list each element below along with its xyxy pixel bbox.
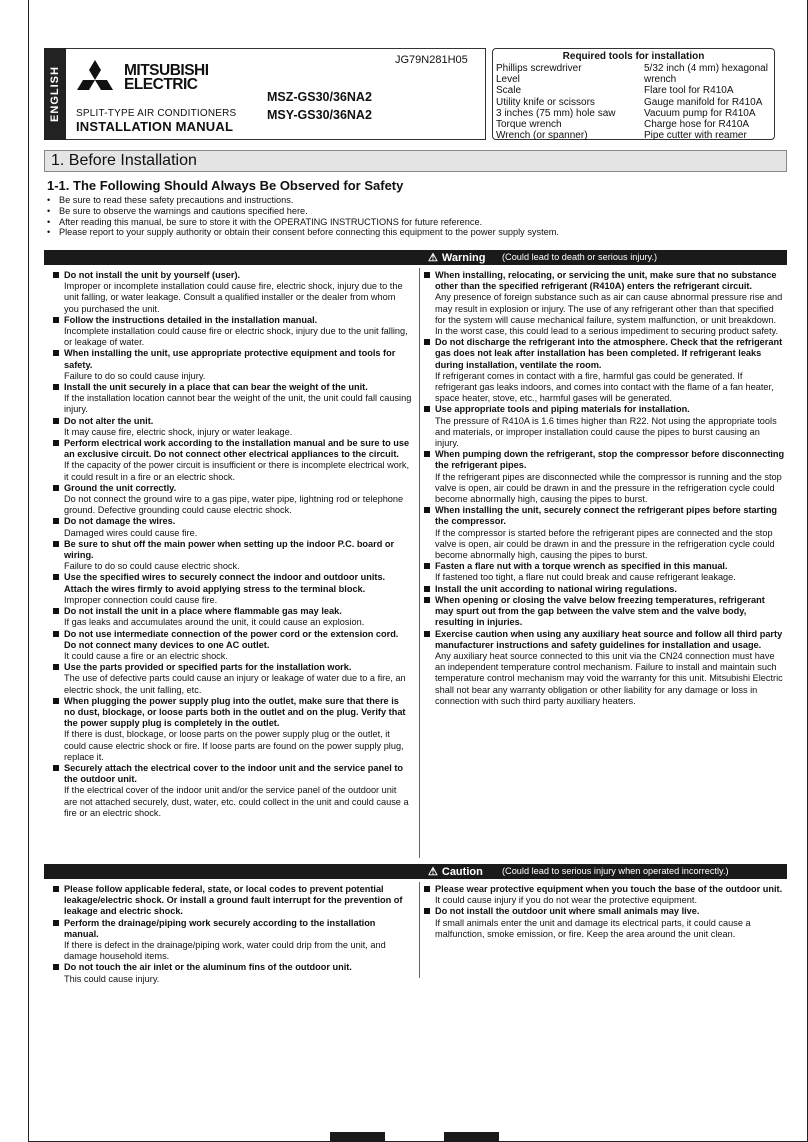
warning-note: (Could lead to death or serious injury.): [502, 252, 658, 262]
safety-item: [52, 315, 412, 349]
safety-item-text: It could cause a fire or an electric shock.: [64, 650, 228, 661]
safety-item-heading: Ground the unit correctly.: [64, 482, 177, 493]
tool-item: Flare tool for R410A: [644, 85, 734, 97]
caution-list-right: [423, 884, 785, 940]
bullet-square-icon: [424, 586, 430, 592]
bullet-square-icon: [53, 664, 59, 670]
safety-item-heading: Use the parts provided or specified parts for the installation work.: [64, 662, 352, 673]
safety-item-text: If the refrigerant pipes are disconnected while the compressor is running and the stop valve is open, air could be drawn in and the pressure in the refrigeration cycle could become abnormally high, causing the pipes to burst.: [435, 471, 782, 505]
safety-item-heading: When installing the unit, securely connect the refrigerant pipes before starting the compressor.: [435, 505, 778, 527]
bullet-square-icon: [53, 574, 59, 580]
safety-item-text: Improper or incomplete installation could cause fire, electric shock, injury due to the unit falling, or water leakage. Consult a qualified installer or the dealer from whom you purchased the unit.: [64, 281, 403, 314]
section-heading-bar: [44, 150, 787, 172]
caution-title: ⚠ Caution: [428, 865, 483, 878]
bullet-square-icon: [53, 964, 59, 970]
safety-item-heading: Do not use intermediate connection of the power cord or the extension cord. Do not connect many devices to one AC outlet.: [64, 628, 399, 650]
bullet-square-icon: [53, 518, 59, 524]
safety-item-heading: Fasten a flare nut with a torque wrench as specified in this manual.: [435, 561, 728, 572]
tool-item: Scale: [496, 85, 522, 97]
safety-item-text: Any presence of foreign substance such as air can cause abnormal pressure rise and may result in explosion or injury. The use of any refrigerant other than that specified for the system will cause mechanical failure, system malfunction, or unit breakdown. In the worst case, this could lead to a serious impediment to securing product safety.: [435, 292, 783, 337]
bullet-square-icon: [53, 485, 59, 491]
bullet-square-icon: [53, 350, 59, 356]
safety-item: [423, 884, 785, 906]
safety-item-text: If there is dust, blockage, or loose parts on the power supply plug or the outlet, it could cause electric shock or fire. If loose parts are found on the power supply plug, replace it.: [64, 729, 404, 762]
warning-list-right: [423, 270, 785, 707]
model-number-2: MSY-GS30/36NA2: [267, 108, 372, 122]
safety-item: [52, 270, 412, 315]
section-title: 1. Before Installation: [51, 152, 197, 169]
safety-item: [423, 404, 785, 449]
safety-item-text: If the installation location cannot bear the weight of the unit, the unit could fall causing injury.: [64, 393, 412, 415]
intro-bullets: [47, 195, 559, 238]
safety-item: [52, 483, 412, 517]
footer-tab-left: [330, 1132, 385, 1142]
bullet-square-icon: [53, 698, 59, 704]
safety-item-heading: Please follow applicable federal, state, or local codes to prevent potential leakage/electric shock. Or install a ground fault interrupt for the prevention of leakage and electric shock.: [64, 884, 403, 917]
safety-item-heading: Install the unit securely in a place that can bear the weight of the unit.: [64, 382, 368, 393]
warning-column-divider: [419, 268, 420, 858]
safety-item-heading: Be sure to shut off the main power when setting up the indoor P.C. board or wiring.: [64, 538, 395, 561]
safety-item: [423, 505, 785, 561]
safety-item: [52, 382, 412, 416]
tool-item: wrench: [644, 74, 677, 86]
safety-item: [52, 516, 412, 538]
safety-item: [52, 696, 412, 763]
safety-item: [52, 662, 412, 696]
manual-title: INSTALLATION MANUAL: [76, 119, 234, 134]
safety-item: [423, 337, 785, 404]
safety-item: [423, 629, 785, 707]
safety-item-heading: Do not install the outdoor unit where small animals may live.: [435, 906, 700, 917]
safety-item: [52, 606, 412, 628]
warning-list-left: [52, 270, 412, 819]
tool-item: Torque wrench: [496, 119, 562, 131]
tool-item: Gauge manifold for R410A: [644, 96, 763, 108]
bullet-square-icon: [53, 317, 59, 323]
tool-item: Utility knife or scissors: [496, 96, 595, 108]
safety-item-heading: When pumping down the refrigerant, stop the compressor before disconnecting the refrigerant pipes.: [435, 449, 785, 471]
tool-item: Level: [496, 74, 520, 86]
safety-item-heading: Exercise caution when using any auxiliary heat source and follow all third party manufacturer instructions and safety guidelines for installation and usage.: [435, 628, 783, 650]
safety-item-heading: When plugging the power supply plug into the outlet, make sure that there is no dust, blockage, or loose parts both in the outlet and on the plug. Verify that the power supply plug is completely in the outlet.: [64, 695, 406, 729]
caution-note: (Could lead to serious injury when operated incorrectly.): [502, 866, 729, 876]
safety-item-text: This could cause injury.: [64, 973, 160, 984]
warning-banner: [44, 250, 787, 265]
tool-item: Charge hose for R410A: [644, 119, 750, 131]
brand-line-2: ELECTRIC: [124, 76, 198, 93]
safety-item-heading: Do not touch the air inlet or the aluminum fins of the outdoor unit.: [64, 962, 352, 973]
intro-bullet: • Be sure to observe the warnings and cautions specified here.: [47, 206, 559, 217]
safety-item: [423, 561, 785, 583]
page-frame-left: [28, 0, 29, 1142]
tools-list-left: [496, 63, 616, 141]
safety-item: [52, 918, 412, 963]
safety-item-heading: Use appropriate tools and piping materials for installation.: [435, 404, 690, 415]
bullet-square-icon: [424, 908, 430, 914]
language-tab: [44, 48, 66, 140]
bullet-square-icon: [424, 406, 430, 412]
tools-title: Required tools for installation: [562, 51, 705, 62]
tool-item: 5/32 inch (4 mm) hexagonal: [644, 63, 768, 74]
safety-item-text: It could cause injury if you do not wear the protective equipment.: [435, 895, 697, 906]
safety-item-heading: When installing, relocating, or servicing the unit, make sure that no substance other than the specified refrigerant (R410A) enters the refrigerant circuit.: [435, 270, 777, 292]
brand-line-1: MITSUBISHI: [124, 62, 209, 79]
safety-item-text: If small animals enter the unit and damage its electrical parts, it could cause a malfunction, smoke emission, or fire. Keep the area around the unit clean.: [435, 917, 751, 939]
safety-item: [423, 270, 785, 337]
safety-item: [52, 438, 412, 483]
intro-bullet: • Please report to your supply authority or obtain their consent before connecting this equipment to the power supply system.: [47, 227, 559, 238]
safety-item: [52, 629, 412, 663]
safety-item-heading: Follow the instructions detailed in the installation manual.: [64, 314, 318, 325]
safety-item-text: If fastened too tight, a flare nut could break and cause refrigerant leakage.: [435, 572, 736, 583]
safety-item-heading: Use the specified wires to securely connect the indoor and outdoor units. Attach the wires firmly to avoid applying stress to the terminal block.: [64, 572, 386, 594]
product-subtitle: SPLIT-TYPE AIR CONDITIONERS: [76, 108, 237, 119]
caution-list-left: [52, 884, 412, 985]
tool-item: Pipe cutter with reamer: [644, 130, 747, 142]
safety-item-text: If the capacity of the power circuit is insufficient or there is incomplete electrical work, it could result in a fire or an electric shock.: [64, 460, 410, 482]
tool-item: Phillips screwdriver: [496, 63, 582, 74]
safety-item: [52, 572, 412, 606]
safety-item: [52, 884, 412, 918]
tool-item: Vacuum pump for R410A: [644, 107, 756, 119]
bullet-square-icon: [53, 920, 59, 926]
language-label: ENGLISH: [49, 66, 61, 122]
safety-item-text: Improper connection could cause fire.: [64, 594, 218, 605]
bullet-square-icon: [424, 272, 430, 278]
safety-item-heading: Do not install the unit in a place where flammable gas may leak.: [64, 606, 342, 617]
bullet-square-icon: [424, 631, 430, 637]
bullet-square-icon: [424, 507, 430, 513]
bullet-square-icon: [53, 765, 59, 771]
safety-item-heading: Do not damage the wires.: [64, 516, 176, 527]
bullet-square-icon: [53, 631, 59, 637]
safety-item: [52, 416, 412, 438]
safety-item-heading: Securely attach the electrical cover to the indoor unit and the service panel to the outdoor unit.: [64, 762, 404, 785]
safety-item-text: The use of defective parts could cause an injury or leakage of water due to a fire, an electric shock, the unit falling, etc.: [64, 673, 406, 695]
safety-item: [423, 584, 785, 595]
safety-item-text: If there is defect in the drainage/piping work, water could drip from the unit, and damage household items.: [64, 940, 386, 962]
safety-item-text: Failure to do so could cause electric shock.: [64, 561, 240, 572]
safety-item-text: If refrigerant comes in contact with a fire, harmful gas could be generated. If refrigerant gas leaks indoors, and comes into contact with the flame of a fan heater, space heater, stove, etc., harmful gases will be generated.: [435, 370, 774, 404]
footer-tab-right: [444, 1132, 499, 1142]
tools-list-right: [644, 63, 768, 141]
bullet-square-icon: [424, 597, 430, 603]
bullet-square-icon: [424, 886, 430, 892]
tool-item: Wrench (or spanner): [496, 130, 588, 142]
safety-item-heading: Do not discharge the refrigerant into the atmosphere. Check that the refrigerant gas does not leak after installation has been completed. If refrigerant leaks during installation, ventilate the room.: [435, 337, 783, 370]
intro-bullet: • After reading this manual, be sure to store it with the OPERATING INSTRUCTIONS for future reference.: [47, 217, 559, 228]
safety-item-heading: Perform electrical work according to the installation manual and be sure to use an exclusive circuit. Do not connect other electrical appliances to the circuit.: [64, 438, 410, 460]
warning-title: ⚠ Warning: [428, 251, 485, 264]
bullet-square-icon: [53, 272, 59, 278]
intro-bullet: • Be sure to read these safety precautions and instructions.: [47, 195, 559, 206]
safety-item-text: Damaged wires could cause fire.: [64, 527, 198, 538]
caution-column-divider: [419, 882, 420, 978]
bullet-square-icon: [424, 451, 430, 457]
bullet-square-icon: [53, 440, 59, 446]
bullet-square-icon: [53, 886, 59, 892]
mitsubishi-logo-icon: [73, 60, 117, 100]
safety-item-heading: Install the unit according to national wiring regulations.: [435, 583, 677, 594]
safety-item-text: If gas leaks and accumulates around the unit, it could cause an explosion.: [64, 617, 365, 628]
caution-banner: [44, 864, 787, 879]
bullet-square-icon: [53, 384, 59, 390]
tool-item: 3 inches (75 mm) hole saw: [496, 107, 616, 119]
safety-item: [423, 906, 785, 940]
safety-item-heading: When installing the unit, use appropriate protective equipment and tools for safety.: [64, 348, 396, 370]
safety-item: [52, 763, 412, 819]
safety-item-text: The pressure of R410A is 1.6 times higher than R22. Not using the appropriate tools and materials, or improper installation could cause the pipes to burst causing an injury.: [435, 415, 777, 449]
safety-item-heading: Do not alter the unit.: [64, 415, 154, 426]
safety-item-heading: When opening or closing the valve below freezing temperatures, refrigerant may spurt out from the gap between the valve stem and the valve body, resulting in injuries.: [435, 594, 765, 628]
bullet-square-icon: [53, 418, 59, 424]
safety-item: [423, 449, 785, 505]
safety-item-text: If the compressor is started before the refrigerant pipes are connected and the stop valve is open, air could be drawn in and the pressure in the refrigeration cycle could become abnormally high, causing the pipes to burst.: [435, 527, 775, 561]
safety-item-text: Failure to do so could cause injury.: [64, 370, 206, 381]
document-number: JG79N281H05: [395, 54, 468, 66]
safety-item-heading: Perform the drainage/piping work securely according to the installation manual.: [64, 917, 376, 939]
bullet-square-icon: [424, 339, 430, 345]
safety-item: [52, 348, 412, 382]
bullet-square-icon: [424, 563, 430, 569]
safety-item-heading: Do not install the unit by yourself (user).: [64, 270, 241, 280]
model-number-1: MSZ-GS30/36NA2: [267, 90, 372, 104]
safety-item-text: Incomplete installation could cause fire or electric shock, injury due to the unit falling, or leakage of water.: [64, 326, 408, 348]
safety-item-text: If the electrical cover of the indoor unit and/or the service panel of the outdoor unit are not attached securely, dust, water, etc. could collect in the unit and could cause a fire or an electric shock.: [64, 785, 409, 818]
bullet-square-icon: [53, 541, 59, 547]
brand-name: [124, 64, 209, 92]
safety-item: [423, 595, 785, 629]
required-tools-box: [492, 48, 775, 140]
safety-item: [52, 539, 412, 573]
safety-item-heading: Please wear protective equipment when you touch the base of the outdoor unit.: [435, 884, 783, 894]
subsection-title: 1-1. The Following Should Always Be Observed for Safety: [47, 178, 404, 193]
safety-item-text: Any auxiliary heat source connected to this unit via the CN24 connection must have an independent temperature control mechanism. Failure to install and maintain such temperature control mechanism may void the warranty for this unit. Mitsubishi Electric shall not bear any warranty obligation or other liability for any damage or loss in connection with such third party auxiliary heaters.: [435, 650, 783, 706]
bullet-square-icon: [53, 608, 59, 614]
safety-item: [52, 962, 412, 984]
safety-item-text: It may cause fire, electric shock, injury or water leakage.: [64, 426, 293, 437]
safety-item-text: Do not connect the ground wire to a gas pipe, water pipe, lightning rod or telephone ground. Defective grounding could cause electric shock.: [64, 494, 404, 516]
